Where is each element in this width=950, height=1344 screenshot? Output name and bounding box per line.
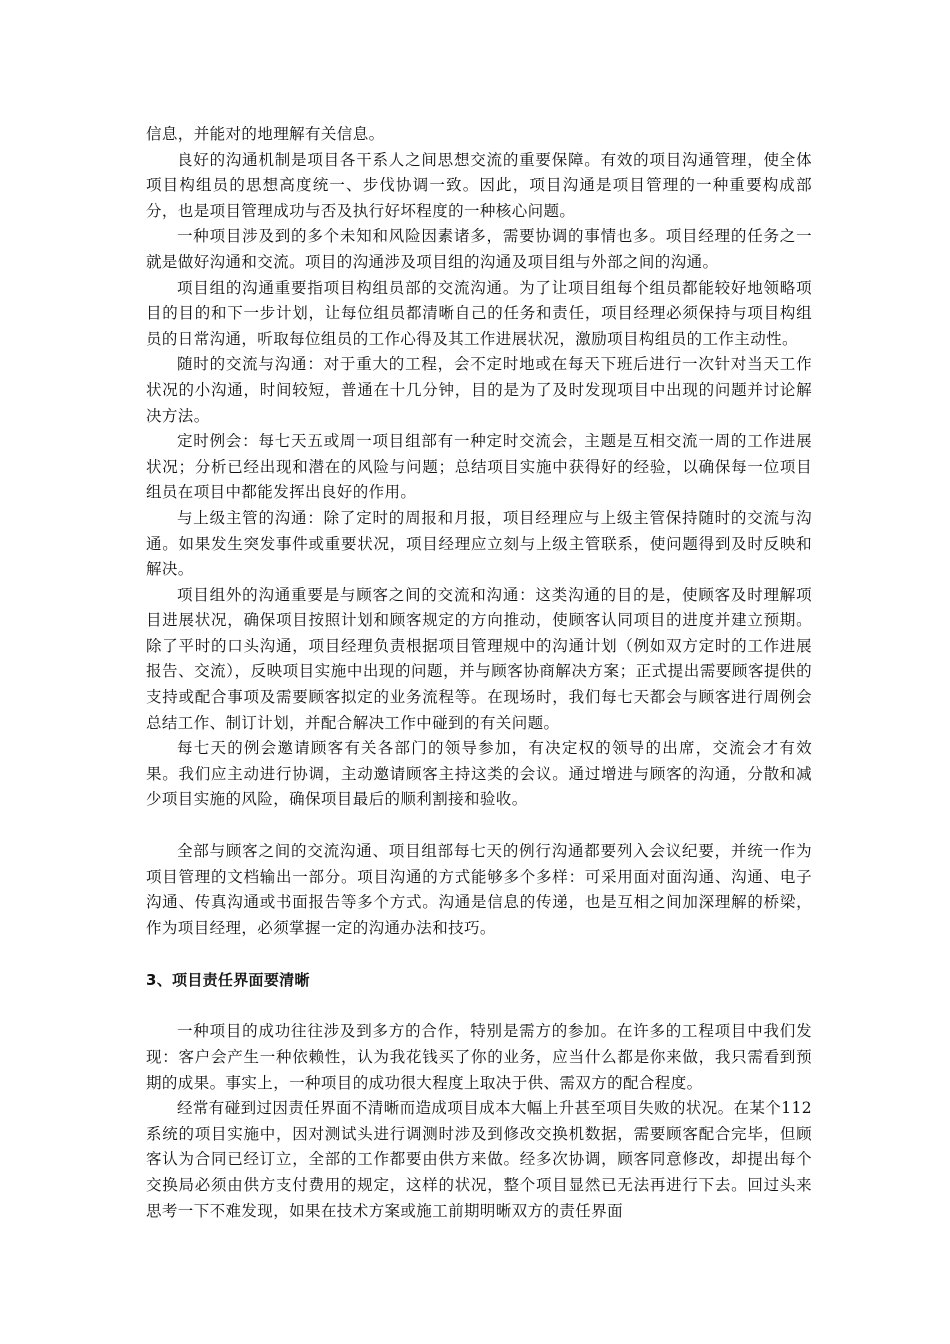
paragraph-regular-meeting: 定时例会：每七天五或周一项目组部有一种定时交流会，主题是互相交流一周的工作进展状况；分析已经出现和潜在的风险与问题；总结项目实施中获得好的经验，以确保每一位项目组员在项目中都能发挥出良好的作用。 xyxy=(146,432,812,502)
paragraph-spacer xyxy=(146,813,812,839)
paragraph-internal-communication: 项目组的沟通重要指项目构组员部的交流沟通。为了让项目组每个组员都能较好地领略项目的目的和下一步计划，让每位组员都清晰自己的任务和责任，项目经理必须保持与项目构组员的日常沟通，听取每位组员的工作心得及其工作进展状况，激励项目构组员的工作主动性。 xyxy=(146,278,812,348)
paragraph-project-risks: 一种项目涉及到的多个未知和风险因素诸多，需要协调的事情也多。项目经理的任务之一就是做好沟通和交流。项目的沟通涉及项目组的沟通及项目组与外部之间的沟通。 xyxy=(146,227,812,271)
paragraph-ad-hoc-communication: 随时的交流与沟通：对于重大的工程，会不定时地或在每天下班后进行一次针对当天工作状况的小沟通，时间较短，普通在十几分钟，目的是为了及时发现项目中出现的问题并讨论解决方法。 xyxy=(146,355,812,425)
heading-spacer-top xyxy=(146,941,812,967)
paragraph-summary: 全部与顾客之间的交流沟通、项目组部每七天的例行沟通都要列入会议纪要，并统一作为项目管理的文档输出一部分。项目沟通的方式能够多个多样：可采用面对面沟通、沟通、电子沟通、传真沟通或书面报告等多个方式。沟通是信息的传递，也是互相之间加深理解的桥梁，作为项目经理，必须掌握一定的沟通办法和技巧。 xyxy=(146,842,812,937)
paragraph-communication-mechanism: 良好的沟通机制是项目各干系人之间思想交流的重要保障。有效的项目沟通管理，使全体项目构组员的思想高度统一、步伐协调一致。因此，项目沟通是项目管理的一种重要构成部分，也是项目管理成功与否及执行好坏程度的一种核心问题。 xyxy=(146,150,812,220)
paragraph-responsibility-example: 经常有碰到过因责任界面不清晰而造成项目成本大幅上升甚至项目失败的状况。在某个112系统的项目实施中，因对测试头进行调测时涉及到修改交换机数据，需要顾客配合完毕，但顾客认为合同已经订立，全部的工作都要由供方来做。经多次协调，顾客同意修改，却提出每个交换局必须由供方支付费用的规定，这样的状况，整个项目显然已无法再进行下去。回过头来思考一下不难发现，如果在技术方案或施工前期明晰双方的责任界面 xyxy=(146,1099,812,1220)
paragraph-weekly-meeting: 每七天的例会邀请顾客有关各部门的领导参加，有决定权的领导的出席，交流会才有效果。我们应主动进行协调，主动邀请顾客主持这类的会议。通过增进与顾客的沟通，分散和减少项目实施的风险，确保项目最后的顺利割接和验收。 xyxy=(146,739,812,809)
paragraph-continuation: 信息，并能对的地理解有关信息。 xyxy=(146,125,385,143)
heading-spacer-bottom xyxy=(146,993,812,1019)
document-page xyxy=(146,122,812,1224)
section-heading: 3、项目责任界面要清晰 xyxy=(146,971,310,990)
paragraph-supervisor-communication: 与上级主管的沟通：除了定时的周报和月报，项目经理应与上级主管保持随时的交流与沟通。如果发生突发事件或重要状况，项目经理应立刻与上级主管联系，使问题得到及时反映和解决。 xyxy=(146,508,812,579)
paragraph-customer-communication: 项目组外的沟通重要是与顾客之间的交流和沟通：这类沟通的目的是，使顾客及时理解项目进展状况，确保项目按照计划和顾客规定的方向推动，使顾客认同项目的进度并建立预期。除了平时的口头沟通，项目经理负责根据项目管理规中的沟通计划（例如双方定时的工作进展报告、交流），反映项目实施中出现的问题，并与顾客协商解决方案；正式提出需要顾客提供的支持或配合事项及需要顾客拟定的业务流程等。在现场时，我们每七天都会与顾客进行周例会总结工作、制订计划，并配合解决工作中碰到的有关问题。 xyxy=(146,585,812,732)
paragraph-multi-party-cooperation: 一种项目的成功往往涉及到多方的合作，特别是需方的参加。在许多的工程项目中我们发现：客户会产生一种依赖性，认为我花钱买了你的业务，应当什么都是你来做，我只需看到预期的成果。事实上，一种项目的成功很大程度上取决于供、需双方的配合程度。 xyxy=(146,1022,812,1092)
